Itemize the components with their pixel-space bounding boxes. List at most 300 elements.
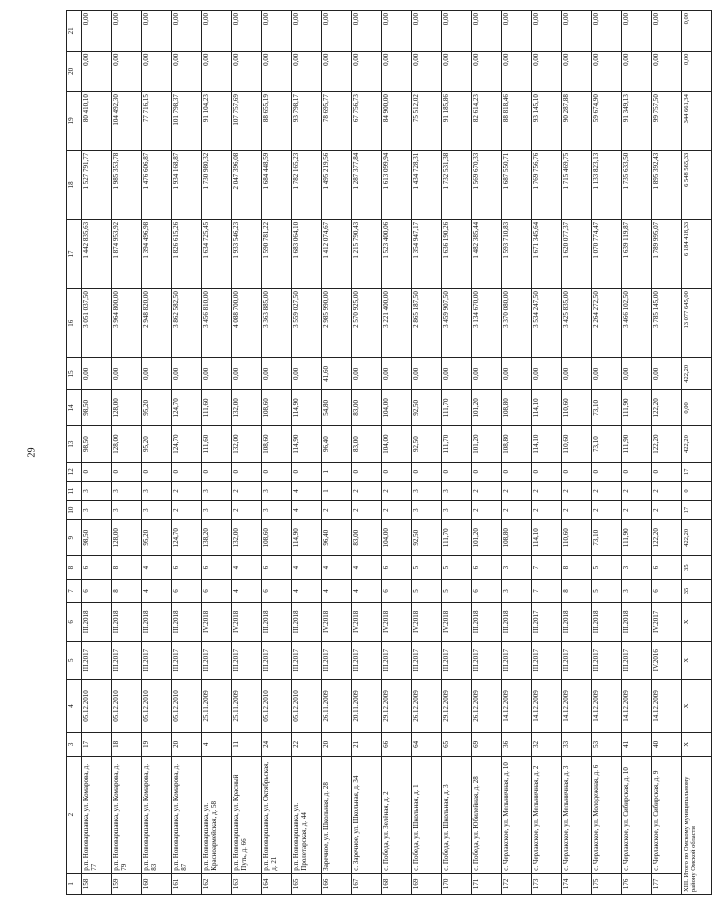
table-cell: III.2018 <box>112 603 142 641</box>
table-cell: III.2017 <box>142 641 172 679</box>
table-cell: 26.11.2009 <box>322 679 352 732</box>
table-cell: 92,50 <box>412 520 442 556</box>
table-cell: 110,60 <box>562 390 592 426</box>
table-cell: 0 <box>532 462 562 481</box>
table-cell: 2 <box>592 481 622 500</box>
table-row <box>412 11 442 895</box>
table-cell: III.2018 <box>292 603 322 641</box>
table-cell: 5 <box>442 556 472 579</box>
table-row <box>442 11 472 895</box>
table-cell: 6 <box>262 556 292 579</box>
table-cell: 160 <box>142 873 172 894</box>
table-row <box>592 11 622 895</box>
table-cell: 90 287,88 <box>562 92 592 151</box>
table-cell: 3 <box>112 501 142 520</box>
table-cell: 2 <box>532 481 562 500</box>
table-cell: р.п. Нововаршавка, ул. Комарова, д. 79 <box>112 756 142 873</box>
column-header: 6 <box>67 603 82 641</box>
table-cell: 41 <box>622 733 652 756</box>
table-cell: 3 <box>202 481 232 500</box>
table-cell: 4 <box>292 481 322 500</box>
table-cell: 14.12.2009 <box>592 679 622 732</box>
table-cell: 3 <box>442 501 472 520</box>
table-row <box>112 11 142 895</box>
table-cell: 1 620 077,37 <box>562 219 592 288</box>
table-cell: 73,10 <box>592 426 622 462</box>
table-cell: 0,00 <box>352 11 382 52</box>
table-cell: 1 133 823,13 <box>592 150 622 219</box>
table-cell: 132,00 <box>232 390 262 426</box>
table-cell: 0,00 <box>292 11 322 52</box>
table-row <box>142 11 172 895</box>
table-cell: 4 <box>142 579 172 602</box>
table-cell: 29.12.2009 <box>442 679 472 732</box>
table-cell: 1 789 995,07 <box>652 219 682 288</box>
table-cell: 0,00 <box>112 358 142 390</box>
table-cell: 4 <box>232 579 262 602</box>
table-cell: 0 <box>442 462 472 481</box>
table-cell: 4 <box>142 556 172 579</box>
table-cell: 4 <box>352 556 382 579</box>
table-cell: 128,00 <box>112 520 142 556</box>
table-row <box>82 11 112 895</box>
table-cell: III.2017 <box>472 641 502 679</box>
table-cell: 114,10 <box>532 426 562 462</box>
table-cell: 0,00 <box>682 11 712 52</box>
table-cell: 114,10 <box>532 520 562 556</box>
table-cell: 05.12.2010 <box>262 679 292 732</box>
table-cell: р.п. Нововаршавка, ул. Красноармейская, д. 58 <box>202 756 232 873</box>
table-cell: 6 <box>472 579 502 602</box>
table-cell: 0,00 <box>202 11 232 52</box>
table-cell: 3 <box>412 481 442 500</box>
table-cell: 0 <box>652 462 682 481</box>
table-cell: 132,00 <box>232 426 262 462</box>
table-cell: 4 <box>322 579 352 602</box>
table-cell: 124,70 <box>172 520 202 556</box>
table-cell: 0,00 <box>472 11 502 52</box>
table-cell: 1 070 774,47 <box>592 219 622 288</box>
table-cell: IV.2017 <box>652 603 682 641</box>
table-cell: 8 <box>112 556 142 579</box>
table-cell: 1 569 670,33 <box>472 150 502 219</box>
table-cell: 177 <box>652 873 682 894</box>
table-cell: 3 785 145,00 <box>652 289 682 358</box>
table-cell: 05.12.2010 <box>292 679 322 732</box>
table-cell: 6 <box>472 556 502 579</box>
column-header: 14 <box>67 390 82 426</box>
table-cell: 108,60 <box>262 390 292 426</box>
table-cell: 0,00 <box>232 358 262 390</box>
table-cell: 05.12.2010 <box>82 679 112 732</box>
table-cell: 124,70 <box>172 426 202 462</box>
table-cell: 33 <box>562 733 592 756</box>
table-cell: 2 047 396,08 <box>232 150 262 219</box>
table-cell: 124,70 <box>172 390 202 426</box>
table-cell: 19 <box>142 733 172 756</box>
table-cell: 1 639 119,87 <box>622 219 652 288</box>
table-cell: III.2017 <box>202 641 232 679</box>
table-cell: 111,70 <box>442 426 472 462</box>
table-cell: 3 <box>82 501 112 520</box>
column-header: 9 <box>67 520 82 556</box>
table-cell: 2 <box>352 481 382 500</box>
table-cell: 0,00 <box>262 11 292 52</box>
table-cell: 0 <box>352 462 382 481</box>
table-cell: 1 593 710,83 <box>502 219 532 288</box>
table-cell: III.2017 <box>442 641 472 679</box>
table-cell: 1 735 633,50 <box>622 150 652 219</box>
table-cell: 3 466 102,50 <box>622 289 652 358</box>
table-cell: 77 716,15 <box>142 92 172 151</box>
table-cell: 0,00 <box>322 11 352 52</box>
table-cell: 83,00 <box>352 520 382 556</box>
table-cell: X <box>682 733 712 756</box>
table-cell: 162 <box>202 873 232 894</box>
table-cell: 0,00 <box>232 51 262 91</box>
column-header: 19 <box>67 92 82 151</box>
table-cell: 0,00 <box>352 51 382 91</box>
table-cell: 36 <box>502 733 532 756</box>
table-cell: 1 634 725,45 <box>202 219 232 288</box>
table-cell: 2 985 990,00 <box>322 289 352 358</box>
table-cell: 0 <box>262 462 292 481</box>
table-cell: 91 104,23 <box>202 92 232 151</box>
table-cell: 8 <box>112 579 142 602</box>
table-cell: III.2017 <box>412 641 442 679</box>
table-cell: 1 442 835,63 <box>82 219 112 288</box>
table-cell: 0,00 <box>562 11 592 52</box>
table-cell: 1 769 756,76 <box>532 150 562 219</box>
table-cell: 159 <box>112 873 142 894</box>
table-cell: 0 <box>592 462 622 481</box>
table-cell: 4 <box>292 501 322 520</box>
column-header: 18 <box>67 150 82 219</box>
table-cell: 168 <box>382 873 412 894</box>
table-cell: 1 <box>322 462 352 481</box>
table-cell: 73,10 <box>592 390 622 426</box>
table-cell: с. Черлакское, ул. Сибирская, д. 10 <box>622 756 652 873</box>
table-cell: 1 590 781,22 <box>262 219 292 288</box>
table-cell: 101,20 <box>472 520 502 556</box>
table-cell: 80 410,10 <box>82 92 112 151</box>
table-cell: 108,60 <box>262 520 292 556</box>
table-cell: 0,00 <box>322 51 352 91</box>
rotated-table-container <box>66 10 698 895</box>
table-cell: 0 <box>202 462 232 481</box>
column-header: 17 <box>67 219 82 288</box>
table-cell: 2 948 820,00 <box>142 289 172 358</box>
table-cell: 3 <box>622 556 652 579</box>
table-cell: 1 895 392,43 <box>652 150 682 219</box>
table-cell: X <box>682 679 712 732</box>
table-cell: 1 <box>322 481 352 500</box>
table-cell: 1 826 615,26 <box>172 219 202 288</box>
table-cell: 0 <box>622 462 652 481</box>
table-cell: 1 934 168,87 <box>172 150 202 219</box>
column-header: 13 <box>67 426 82 462</box>
table-cell: 114,10 <box>532 390 562 426</box>
table-cell: 2 <box>592 501 622 520</box>
table-cell: 0,00 <box>262 51 292 91</box>
table-cell: 3 456 810,00 <box>202 289 232 358</box>
table-cell: 0,00 <box>532 51 562 91</box>
table-cell: IV.2018 <box>322 603 352 641</box>
table-cell: 3 <box>142 501 172 520</box>
table-cell: 175 <box>592 873 622 894</box>
table-cell: 2 <box>652 481 682 500</box>
table-row <box>262 11 292 895</box>
table-cell: 0,00 <box>502 11 532 52</box>
table-cell: 2 264 272,50 <box>592 289 622 358</box>
table-cell: III.2018 <box>82 603 112 641</box>
table-cell: 2 <box>502 501 532 520</box>
table-cell: 0 <box>232 462 262 481</box>
table-cell: 3 459 907,50 <box>442 289 472 358</box>
column-header-row <box>67 11 82 895</box>
table-cell: 0,00 <box>562 51 592 91</box>
table-cell: 1 874 953,92 <box>112 219 142 288</box>
table-cell: 104 492,30 <box>112 92 142 151</box>
table-row <box>532 11 562 895</box>
table-cell: 17 <box>82 733 112 756</box>
table-cell: 4 <box>352 579 382 602</box>
table-cell: 3 <box>82 481 112 500</box>
table-cell: 0,00 <box>352 358 382 390</box>
table-cell: 2 <box>562 481 592 500</box>
table-cell: IV.2018 <box>202 603 232 641</box>
table-cell: 83,00 <box>352 390 382 426</box>
table-cell: 2 <box>562 501 592 520</box>
table-cell: 2 <box>232 481 262 500</box>
table-cell: 95,20 <box>142 390 172 426</box>
table-cell: 1 523 400,06 <box>382 219 412 288</box>
table-cell: 1 476 606,87 <box>142 150 172 219</box>
table-cell: 98,50 <box>82 520 112 556</box>
table-cell: 83,00 <box>352 426 382 462</box>
table-cell: 1 715 469,75 <box>562 150 592 219</box>
table-cell: 0,00 <box>412 51 442 91</box>
table-cell: 111,70 <box>442 520 472 556</box>
table-cell: 14.12.2009 <box>622 679 652 732</box>
table-cell: 5 <box>442 579 472 602</box>
table-cell: 5 <box>412 579 442 602</box>
table-body <box>82 11 712 895</box>
table-cell: 1 495 219,56 <box>322 150 352 219</box>
table-cell: 122,20 <box>652 426 682 462</box>
column-header: 10 <box>67 501 82 520</box>
table-cell: 98,50 <box>82 426 112 462</box>
table-cell: 4 <box>292 556 322 579</box>
table-cell: 2 <box>472 481 502 500</box>
table-cell: 1 287 377,84 <box>352 150 382 219</box>
table-cell: 25.11.2009 <box>202 679 232 732</box>
table-cell: 0 <box>382 462 412 481</box>
table-cell: 0,00 <box>202 358 232 390</box>
table-cell: 1 683 064,10 <box>292 219 322 288</box>
table-cell: 1 354 947,17 <box>412 219 442 288</box>
table-cell: 13 077 645,00 <box>682 289 712 358</box>
table-cell: III.2017 <box>292 641 322 679</box>
table-cell: 101 798,37 <box>172 92 202 151</box>
table-cell: 0,00 <box>532 358 562 390</box>
table-cell: 95,20 <box>142 520 172 556</box>
column-header: 16 <box>67 289 82 358</box>
table-cell: 174 <box>562 873 592 894</box>
column-header: 1 <box>67 873 82 894</box>
table-cell: 1 482 385,44 <box>472 219 502 288</box>
table-cell: Заречное, ул. Школьная, д. 28 <box>322 756 352 873</box>
table-cell: 20.11.2009 <box>352 679 382 732</box>
table-cell: 20 <box>322 733 352 756</box>
table-cell: 1 527 791,77 <box>82 150 112 219</box>
table-cell: 2 <box>172 501 202 520</box>
table-cell: 6 <box>652 556 682 579</box>
table-cell: 65 <box>442 733 472 756</box>
table-cell: 32 <box>532 733 562 756</box>
table-cell: 4 <box>292 579 322 602</box>
table-cell: р.п. Нововаршавка, ул. Красный Путь, д. 66 <box>232 756 262 873</box>
table-cell: 108,80 <box>502 426 532 462</box>
table-cell: 0,00 <box>142 51 172 91</box>
table-cell: 98,50 <box>82 390 112 426</box>
table-cell: с. Победа, ул. Юбилейная, д. 28 <box>472 756 502 873</box>
column-header: 5 <box>67 641 82 679</box>
table-cell: 73,10 <box>592 520 622 556</box>
table-cell: с. Черлакское, ул. Сибирская, д. 9 <box>652 756 682 873</box>
table-cell: 108,60 <box>262 426 292 462</box>
table-cell: 158 <box>82 873 112 894</box>
table-cell: 1 687 550,71 <box>502 150 532 219</box>
table-cell: 4 088 700,00 <box>232 289 262 358</box>
table-cell: 0 <box>82 462 112 481</box>
table-cell: 5 <box>592 579 622 602</box>
table-cell: 0 <box>142 462 172 481</box>
table-cell: 422,20 <box>682 358 712 390</box>
table-cell: III.2018 <box>172 603 202 641</box>
column-header: 7 <box>67 579 82 602</box>
table-cell: 1 215 790,43 <box>352 219 382 288</box>
table-cell: 0,00 <box>592 11 622 52</box>
table-cell: 1 732 531,38 <box>442 150 472 219</box>
table-cell: 0,00 <box>382 51 412 91</box>
table-cell: 0,00 <box>502 51 532 91</box>
table-cell: III.2018 <box>622 603 652 641</box>
table-cell: 0,00 <box>652 358 682 390</box>
table-cell: 0,00 <box>472 358 502 390</box>
table-cell: 2 <box>172 481 202 500</box>
table-cell: 344 661,34 <box>682 92 712 151</box>
table-cell: III.2017 <box>172 641 202 679</box>
table-cell: 6 <box>82 556 112 579</box>
table-cell: III.2018 <box>472 603 502 641</box>
table-cell: 6 <box>382 556 412 579</box>
table-cell: 111,60 <box>202 426 232 462</box>
table-cell: 05.12.2010 <box>142 679 172 732</box>
table-cell: 26.12.2009 <box>412 679 442 732</box>
table-cell: 05.12.2010 <box>112 679 142 732</box>
table-cell: р.п. Нововаршавка, ул. Пролетарская, д. 44 <box>292 756 322 873</box>
table-cell: 20 <box>172 733 202 756</box>
table-cell: III.2017 <box>532 641 562 679</box>
table-cell: 1 782 165,23 <box>292 150 322 219</box>
table-cell: III.2017 <box>262 641 292 679</box>
table-cell: 108,80 <box>502 390 532 426</box>
column-header: 2 <box>67 756 82 873</box>
table-row <box>382 11 412 895</box>
table-cell: 166 <box>322 873 352 894</box>
table-cell: 8 <box>562 579 592 602</box>
table-cell: 3 <box>262 481 292 500</box>
table-cell: 0 <box>682 481 712 500</box>
table-cell: 0,00 <box>292 51 322 91</box>
table-cell: 0,00 <box>652 51 682 91</box>
table-cell: 164 <box>262 873 292 894</box>
table-cell: III.2018 <box>592 603 622 641</box>
table-cell: 167 <box>352 873 382 894</box>
table-cell: 1 730 980,32 <box>202 150 232 219</box>
table-cell: 0,00 <box>472 51 502 91</box>
table-cell: 161 <box>172 873 202 894</box>
table-cell: 6 <box>262 579 292 602</box>
table-cell: 0,00 <box>292 358 322 390</box>
table-cell: 0,00 <box>562 358 592 390</box>
table-cell: 7 <box>532 579 562 602</box>
table-cell: 171 <box>472 873 502 894</box>
table-cell: III.2017 <box>232 641 262 679</box>
table-cell: X <box>682 641 712 679</box>
table-cell: 21 <box>352 733 382 756</box>
table-cell: 1 394 496,98 <box>142 219 172 288</box>
table-cell: с. Черлакское, ул. Мельничная, д. 10 <box>502 756 532 873</box>
table-cell: 0,00 <box>232 11 262 52</box>
table-cell: 422,20 <box>682 426 712 462</box>
table-cell: 26.12.2009 <box>472 679 502 732</box>
table-cell: 3 <box>502 556 532 579</box>
table-cell: 3 <box>202 501 232 520</box>
table-cell: 14.12.2009 <box>532 679 562 732</box>
table-cell: 0,00 <box>652 11 682 52</box>
table-cell: 1 933 546,23 <box>232 219 262 288</box>
table-cell: 3 <box>112 481 142 500</box>
table-cell: 0,00 <box>412 358 442 390</box>
table-cell: 0,00 <box>382 358 412 390</box>
table-cell: с. Победа, ул. Школьная, д. 3 <box>442 756 472 873</box>
table-cell: 5 <box>592 556 622 579</box>
table-cell: III.2018 <box>562 603 592 641</box>
column-header: 8 <box>67 556 82 579</box>
table-row <box>502 11 532 895</box>
table-cell: 0,00 <box>202 51 232 91</box>
table-cell: 110,60 <box>562 520 592 556</box>
table-cell: с. Заречное, ул. Школьная, д. 34 <box>352 756 382 873</box>
table-cell: III.2017 <box>322 641 352 679</box>
table-cell: р.п. Нововаршавка, ул. Комарова, д. 83 <box>142 756 172 873</box>
table-cell: 132,00 <box>232 520 262 556</box>
table-cell: 0,00 <box>412 11 442 52</box>
table-cell: 0,00 <box>82 11 112 52</box>
table-cell: 101,20 <box>472 390 502 426</box>
table-cell: 75 512,02 <box>412 92 442 151</box>
table-cell: 3 559 027,50 <box>292 289 322 358</box>
table-cell: 1 985 353,78 <box>112 150 142 219</box>
table-row <box>202 11 232 895</box>
table-cell: IV.2018 <box>442 603 472 641</box>
table-cell: с. Победа, ул. Зелёная, д. 2 <box>382 756 412 873</box>
column-header: 15 <box>67 358 82 390</box>
table-cell: 0 <box>292 462 322 481</box>
table-cell: 0,00 <box>82 51 112 91</box>
